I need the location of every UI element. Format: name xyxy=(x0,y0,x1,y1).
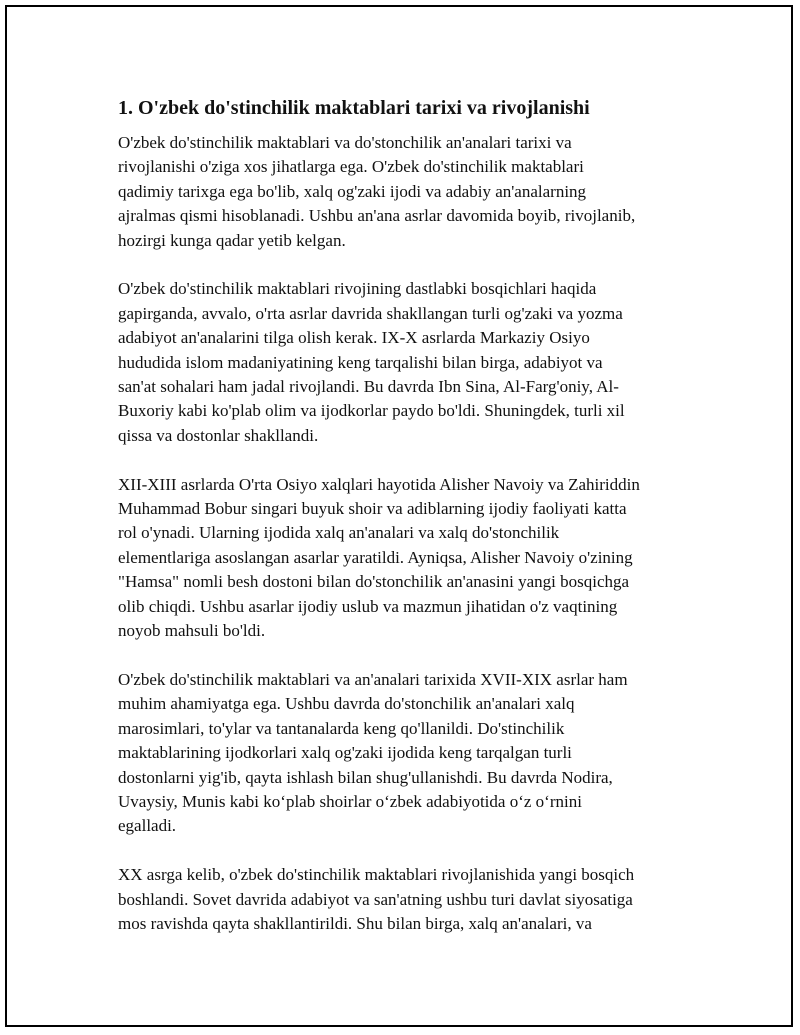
paragraph-1: O'zbek do'stinchilik maktablari va do'stonchilik an'analari tarixi va rivojlanishi o'ziga xos jihatlarga ega. O'zbek do'stinchilik maktablari qadimiy tarixga ega bo'lib, xalq og'zaki ijodi va adabiy an'analarning ajralmas qismi hisoblanadi. Ushbu an'ana asrlar davomida boyib, rivojlanib, hozirgi kunga qadar yetib kelgan. xyxy=(118,133,636,250)
paragraph-4: O'zbek do'stinchilik maktablari va an'analari tarixida XVII-XIX asrlar ham muhim ahamiyatga ega. Ushbu davrda do'stonchilik an'analari xalq marosimlari, to'ylar va tantanalarda keng qo'llanildi. Do'stinchilik maktablarining ijodkorlari xalq og'zaki ijodida keng tarqalgan turli dostonlarni yig'ib, qayta ishlash bilan shug'ullanishdi. Bu davrda Nodira, Uvaysiy, Munis kabi ko‘plab shoirlar o‘zbek adabiyotida o‘z o‘rnini egalladi. xyxy=(118,669,628,836)
paragraph-3: XII-XIII asrlarda O'rta Osiyo xalqlari hayotida Alisher Navoiy va Zahiriddin Muhammad Bobur singari buyuk shoir va adiblarning ijodiy faoliyati katta rol o'ynadi. Ularning ijodida xalq an'analari va xalq do'stonchilik elementlariga asoslangan asarlar yaratildi. Ayniqsa, Alisher Navoiy o'zining "Hamsa" nomli besh dostoni bilan do'stonchilik an'anasini yangi bosqichga olib chiqdi. Ushbu asarlar ijodiy uslub va mazmun jihatidan o'z vaqtining noyob mahsuli bo'ldi. xyxy=(118,474,640,641)
paragraph-5: XX asrga kelib, o'zbek do'stinchilik maktablari rivojlanishida yangi bosqich boshlandi. Sovet davrida adabiyot va san'atning ushbu turi davlat siyosatiga mos ravishda qayta shakllantirildi. Shu bilan birga, xalq an'analari, va xyxy=(118,865,635,933)
document-title: 1. O'zbek do'stinchilik maktablari tarixi va rivojlanishi xyxy=(118,97,590,119)
document-body xyxy=(118,95,688,961)
paragraph-2: O'zbek do'stinchilik maktablari rivojining dastlabki bosqichlari haqida gapirganda, avvalo, o'rta asrlar davrida shakllangan turli og'zaki va yozma adabiyot an'analarini tilga olish kerak. IX-X asrlarda Markaziy Osiyo hududida islom madaniyatining keng tarqalishi bilan birga, adabiyot va san'at sohalari ham jadal rivojlandi. Bu davrda Ibn Sina, Al-Farg'oniy, Al- Buxoriy kabi ko'plab olim va ijodkorlar paydo bo'ldi. Shuningdek, turli xil qissa va dostonlar shakllandi. xyxy=(118,279,625,445)
